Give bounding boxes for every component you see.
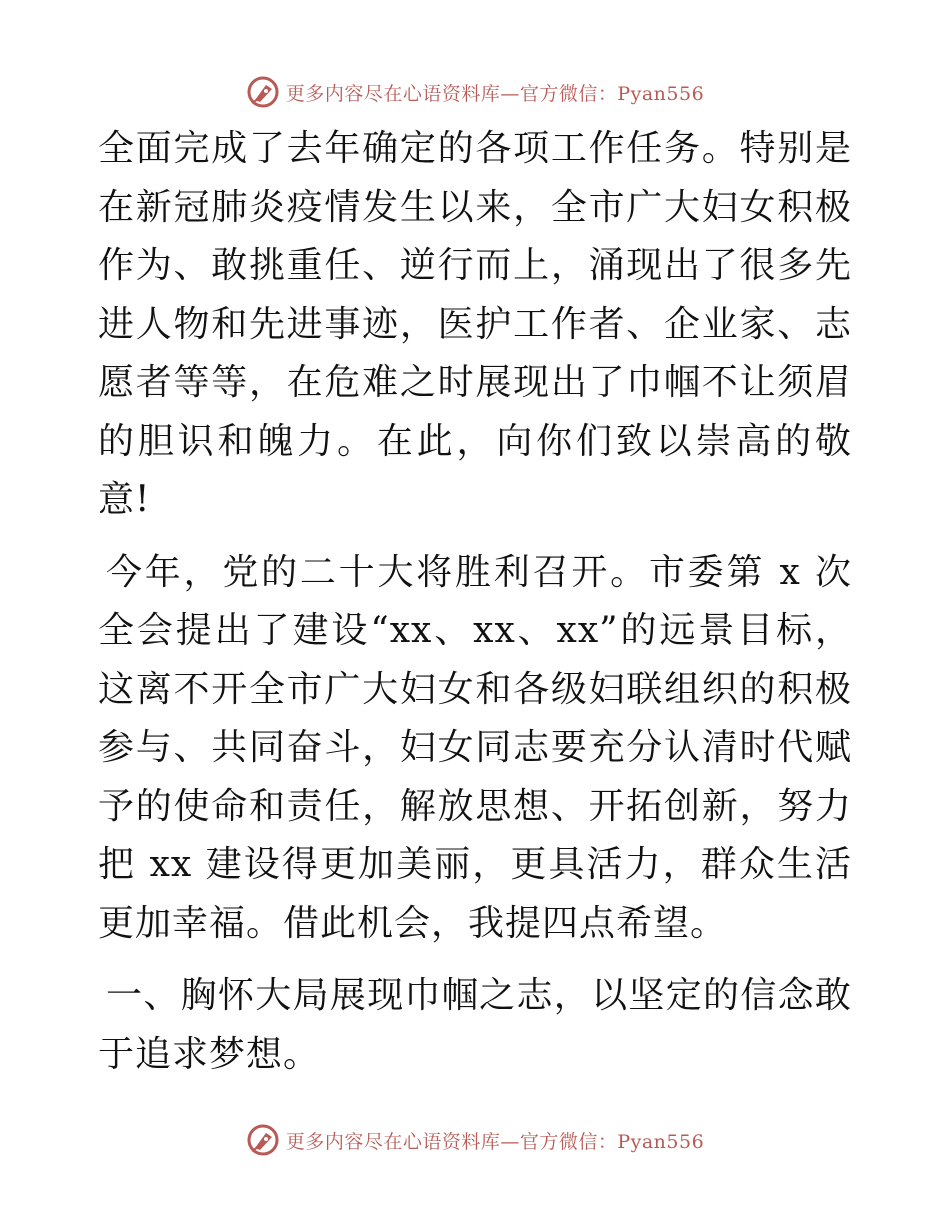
pen-nib-logo-icon xyxy=(246,1123,280,1157)
page-header xyxy=(0,70,950,114)
document-body xyxy=(98,120,852,1084)
footer-brand xyxy=(246,1123,704,1157)
header-text: 更多内容尽在心语资料库—官方微信：Pyan556 xyxy=(285,82,705,105)
paragraph-3: 一、胸怀大局展现巾帼之志，以坚定的信念敢于追求梦想。 xyxy=(98,975,852,1075)
pen-nib-logo-icon xyxy=(246,75,280,109)
paragraph-2: 今年，党的二十大将胜利召开。市委第 x 次全会提出了建设“xx、xx、xx”的远景目标，这离不开全市广大妇女和各级妇联组织的积极参与、共同奋斗，妇女同志要充分认清时代赋予的使命和责任，解放思想、开拓创新，努力把 xx 建设得更加美丽，更具活力，群众生活更加幸福。借此机会，我提四点希望。 xyxy=(98,551,852,944)
header-brand xyxy=(246,75,704,109)
page-footer xyxy=(0,1118,950,1162)
footer-text: 更多内容尽在心语资料库—官方微信：Pyan556 xyxy=(285,1130,705,1153)
paragraph-1: 全面完成了去年确定的各项工作任务。特别是在新冠肺炎疫情发生以来，全市广大妇女积极作为、敢挑重任、逆行而上，涌现出了很多先进人物和先进事迹，医护工作者、企业家、志愿者等等，在危难之时展现出了巾帼不让须眉的胆识和魄力。在此，向你们致以崇高的敬意! xyxy=(98,128,852,520)
